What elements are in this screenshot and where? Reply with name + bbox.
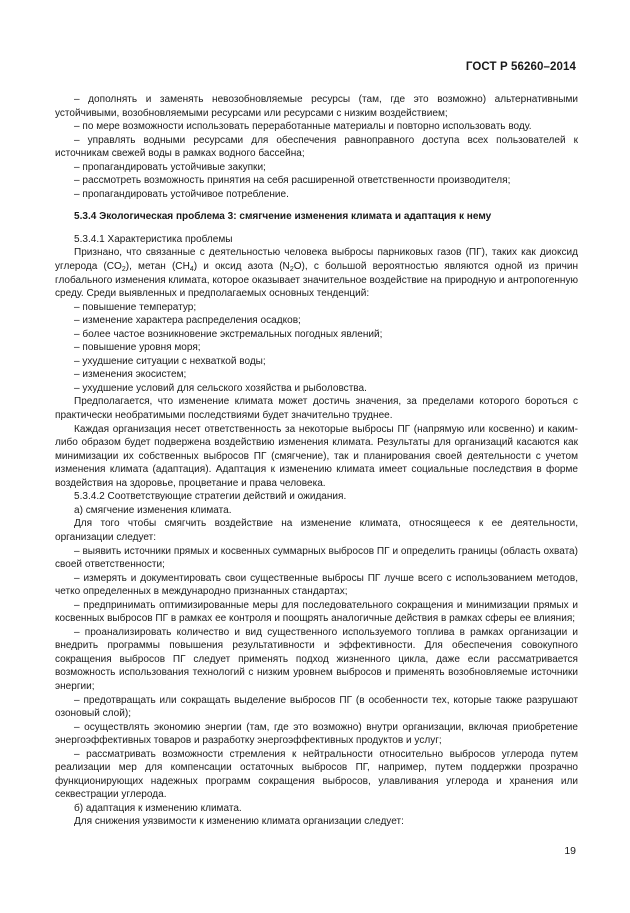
text-run: O), с большой вероятностью являются одной из причин глобального изменения климата, которое оказывает значительное воздействие на природную и антропогенную среду. Среди выявленных и предполагаемых основных тенденций:: [55, 261, 579, 300]
subscript: 2: [121, 266, 126, 274]
paragraph: – повышение уровня моря;: [74, 342, 201, 354]
document-body: [55, 93, 578, 829]
paragraph: Каждая организация несет ответственность за некоторые выбросы ПГ (напрямую или косвенно) и каким-либо образом будет подвержена воздействию изменения климата. Результаты для организаций касаются как минимизации их собственных выбросов ПГ (смягчение), так и планирования своей деятельности с учетом изменения климата (адаптация). Адаптация к изменению климата имеет социальные последствия в форме воздействия на здоровье, процветание и права человека.: [55, 423, 578, 489]
paragraph: – предотвращать или сокращать выделение выбросов ПГ (в особенности тех, которые также разрушают озоновый слой);: [55, 694, 578, 720]
text-run: ), метан (CH: [125, 261, 190, 273]
paragraph: – рассматривать возможности стремления к нейтральности относительно выбросов углерода путем реализации мер для компенсации остаточных выбросов ПГ, например, путем поддержки прозрачно функционирующих надежных программ сокращения выбросов, улавливания углерода и хранения или секвестрации углерода.: [55, 748, 578, 801]
paragraph: – ухудшение условий для сельского хозяйства и рыболовства.: [74, 382, 367, 394]
paragraph: – по мере возможности использовать переработанные материалы и повторно использовать воду.: [74, 121, 532, 133]
section-heading: 5.3.4 Экологическая проблема 3: смягчение изменения климата и адаптация к нему: [74, 211, 492, 223]
paragraph: Для того чтобы смягчить воздействие на изменение климата, относящееся к ее деятельности, организации следует:: [55, 518, 578, 543]
page-number: 19: [564, 845, 576, 857]
paragraph: [55, 246, 578, 300]
paragraph: 5.3.4.1 Характеристика проблемы: [74, 233, 233, 245]
text-run: ) и оксид азота (N: [193, 261, 290, 273]
paragraph: Для снижения уязвимости к изменению климата организации следует:: [74, 816, 404, 828]
standard-designation: ГОСТ Р 56260–2014: [465, 61, 576, 73]
paragraph: – более частое возникновение экстремальных погодных явлений;: [74, 328, 383, 340]
paragraph: – рассмотреть возможность принятия на себя расширенной ответственности производителя;: [74, 175, 511, 187]
subscript: 4: [189, 266, 194, 274]
paragraph: Предполагается, что изменение климата может достичь значения, за пределами которого бороться с практически необратимыми последствиями будет значительно труднее.: [55, 396, 578, 422]
paragraph: 5.3.4.2 Соответствующие стратегии действий и ожидания.: [74, 491, 347, 503]
paragraph: – изменения экосистем;: [74, 369, 187, 381]
paragraph: – пропагандировать устойчивые закупки;: [74, 161, 266, 173]
paragraph: – пропагандировать устойчивое потребление.: [74, 188, 289, 200]
paragraph: – осуществлять экономию энергии (там, где это возможно) внутри организации, включая приобретение энергоэффективных товаров и разработку энергоэффективных продуктов и услуг;: [55, 721, 578, 747]
paragraph: – проанализировать количество и вид существенного используемого топлива в рамках организации и внедрить программы повышения результативности и эффективности. Для обеспечения совокупного сокращения выбросов ПГ следует применять подход жизненного цикла, даже если рассматривается возможность использования технологий с низким уровнем выбросов и применять возобновляемые источники энергии;: [55, 626, 578, 692]
subscript: 2: [289, 266, 294, 274]
paragraph: – дополнять и заменять невозобновляемые ресурсы (там, где это возможно) альтернативными устойчивыми, возобновляемыми ресурсами или ресурсами с низким воздействием;: [55, 94, 578, 119]
paragraph: – измерять и документировать свои существенные выбросы ПГ лучше всего с использованием методов, четко определенных в международно признанных стандартах;: [55, 572, 578, 598]
paragraph: – изменение характера распределения осадков;: [74, 315, 301, 327]
paragraph: – управлять водными ресурсами для обеспечения равноправного доступа всех пользователей к источникам свежей воды в рамках водного бассейна;: [55, 134, 578, 160]
paragraph: – выявить источники прямых и косвенных суммарных выбросов ПГ и определить границы (область охвата) своей ответственности;: [55, 545, 578, 571]
paragraph: – ухудшение ситуации с нехваткой воды;: [74, 355, 266, 367]
text-run: Признано, что связанные с деятельностью человека выбросы парниковых газов (ПГ), таких как диоксид углерода (CO: [55, 247, 578, 273]
paragraph: – повышение температур;: [74, 301, 197, 313]
paragraph: б) адаптация к изменению климата.: [74, 802, 242, 814]
paragraph: – предпринимать оптимизированные меры для последовательного сокращения и минимизации прямых и косвенных выбросов ПГ в рамках ее контроля и поощрять аналогичные действия в рамках сферы ее влияния;: [55, 599, 578, 625]
paragraph: а) смягчение изменения климата.: [74, 504, 232, 516]
